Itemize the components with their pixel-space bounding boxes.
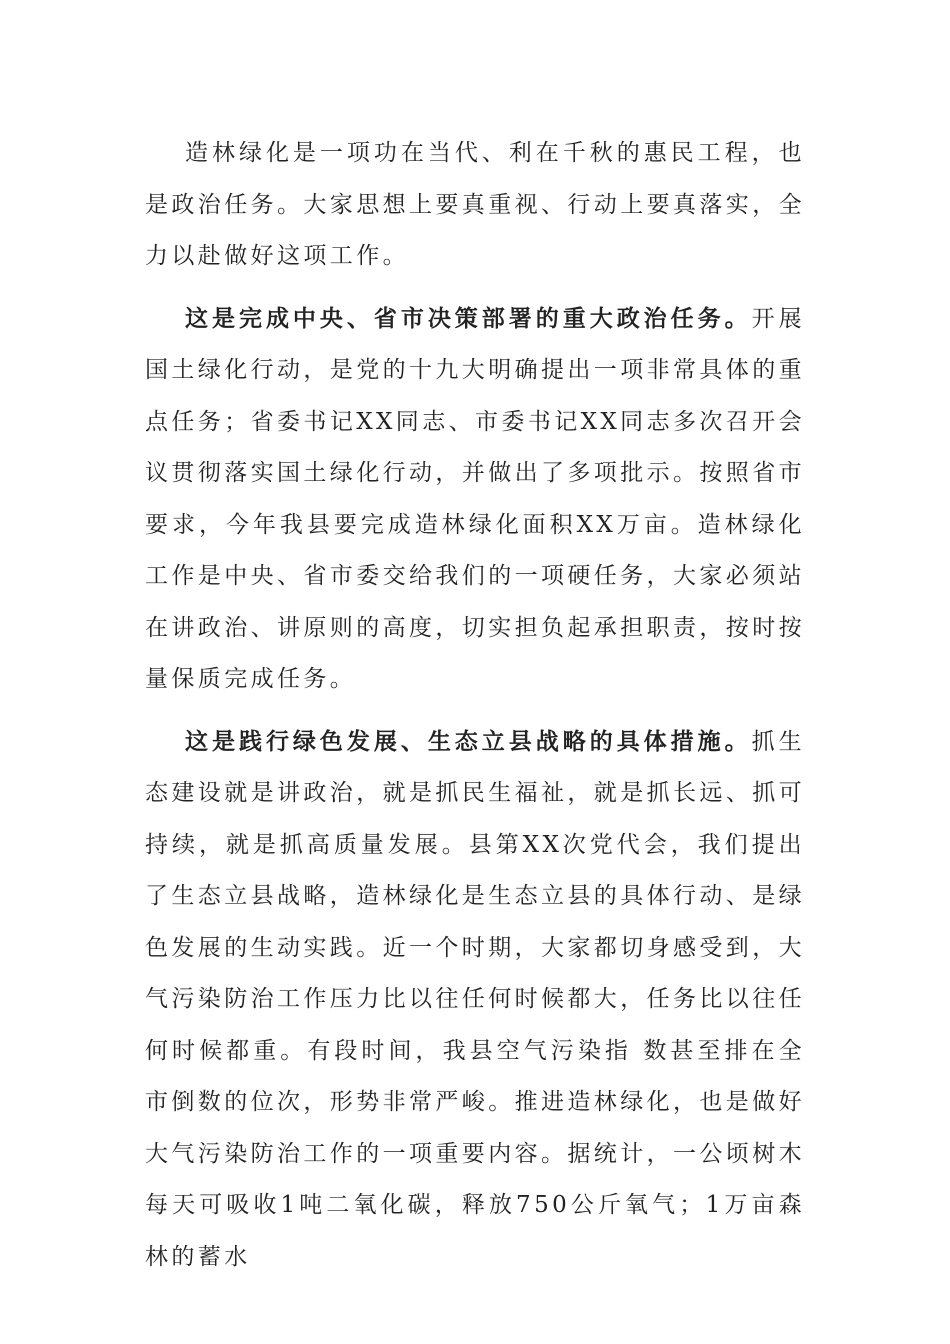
paragraph-text: 抓生态建设就是讲政治，就是抓民生福祉，就是抓长远、抓可持续，就是抓高质量发展。县第XX次党代会，我们提出了生态立县战略，造林绿化是生态立县的具体行动、是绿色发展的生动实践。近一个时期，大家都切身感受到，大气污染防治工作压力比以往任何时候都大，任务比以往任何时候都重。有段时间，我县空气污染指 数甚至排在全市倒数的位次，形势非常严峻。推进造林绿化，也是做好大气污染防治工作的一项重要内容。据统计，一公顷树木每天可吸收1吨二氧化碳，释放750公斤氧气；1万亩森林的蓄水 <box>145 728 805 1270</box>
paragraph-text: 开展国土绿化行动，是党的十九大明确提出一项非常具体的重点任务；省委书记XX同志、市委书记XX同志多次召开会议贯彻落实国土绿化行动，并做出了多项批示。按照省市要求，今年我县要完成造林绿化面积XX万亩。造林绿化工作是中央、省市委交给我们的一项硬任务，大家必须站在讲政治、讲原则的高度，切实担负起承担职责，按时按量保质完成任务。 <box>145 305 805 692</box>
paragraph-political-task <box>145 293 805 706</box>
paragraph-green-development <box>145 716 805 1284</box>
paragraph-text: 造林绿化是一项功在当代、利在千秋的惠民工程，也是政治任务。大家思想上要真重视、行动上要真落实，全力以赴做好这项工作。 <box>145 140 805 269</box>
paragraph-lead: 这是践行绿色发展、生态立县战略的具体措施。 <box>185 727 752 755</box>
paragraph-lead: 这是完成中央、省市决策部署的重大政治任务。 <box>185 304 752 332</box>
document-body <box>145 127 805 1283</box>
paragraph-intro <box>145 127 805 283</box>
